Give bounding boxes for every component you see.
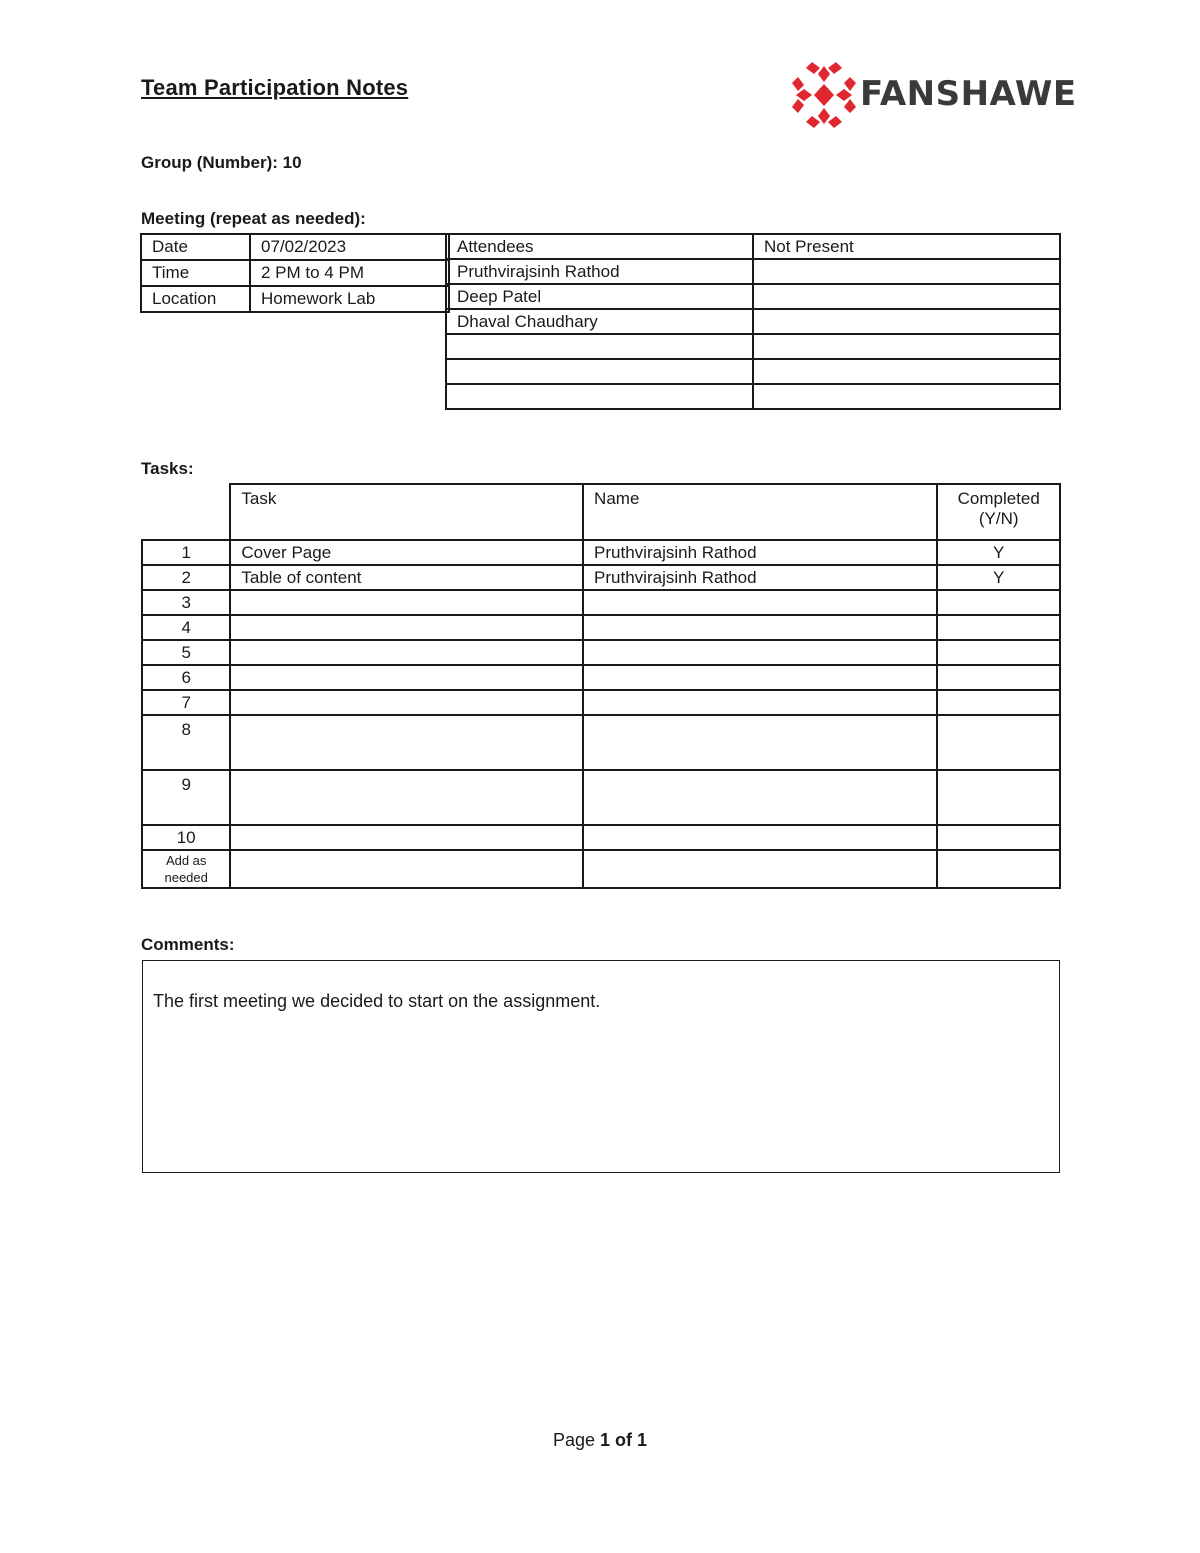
task-cell	[230, 715, 583, 770]
tasks-table	[141, 483, 1061, 889]
page-word: Page	[552, 1430, 595, 1450]
attendance-table	[445, 233, 1061, 410]
task-number: 1	[142, 540, 230, 565]
attendee-cell	[446, 334, 753, 359]
task-name-cell	[583, 590, 937, 615]
task-name-cell	[583, 640, 937, 665]
task-number: 5	[142, 640, 230, 665]
task-cell	[230, 615, 583, 640]
completed-header-line1: Completed	[957, 489, 1040, 508]
task-completed-cell: Y	[937, 540, 1060, 565]
task-number: 8	[142, 715, 230, 770]
table-row	[142, 640, 1060, 665]
attendee-cell: Pruthvirajsinh Rathod	[446, 259, 753, 284]
date-label: Date	[141, 234, 250, 260]
add-row-label	[142, 850, 230, 888]
task-name-cell	[583, 690, 937, 715]
attendee-cell	[446, 359, 753, 384]
time-value: 2 PM to 4 PM	[250, 260, 449, 286]
task-completed-cell	[937, 615, 1060, 640]
task-cell	[230, 690, 583, 715]
completed-header-line2: (Y/N)	[978, 509, 1019, 528]
comments-label: Comments:	[141, 935, 235, 954]
task-name-cell: Pruthvirajsinh Rathod	[583, 565, 937, 590]
tasks-label: Tasks:	[141, 459, 194, 478]
task-header: Task	[230, 484, 583, 540]
task-number: 6	[142, 665, 230, 690]
fanshawe-logo	[792, 62, 1077, 128]
not-present-cell	[753, 384, 1060, 409]
table-row	[142, 615, 1060, 640]
completed-header	[937, 484, 1060, 540]
task-name-cell	[583, 615, 937, 640]
table-row-add-as-needed	[142, 850, 1060, 888]
not-present-header: Not Present	[753, 234, 1060, 259]
task-completed-cell	[937, 690, 1060, 715]
table-row	[142, 665, 1060, 690]
task-cell	[230, 850, 583, 888]
comments-box	[142, 960, 1060, 1173]
task-number: 10	[142, 825, 230, 850]
task-name-cell	[583, 665, 937, 690]
table-row	[142, 770, 1060, 825]
task-completed-cell	[937, 665, 1060, 690]
not-present-cell	[753, 309, 1060, 334]
task-cell	[230, 590, 583, 615]
task-cell	[230, 665, 583, 690]
task-completed-cell	[937, 590, 1060, 615]
table-row	[142, 690, 1060, 715]
task-name-cell	[583, 715, 937, 770]
attendee-cell: Deep Patel	[446, 284, 753, 309]
name-header: Name	[583, 484, 937, 540]
not-present-cell	[753, 359, 1060, 384]
task-cell: Cover Page	[230, 540, 583, 565]
not-present-cell	[753, 259, 1060, 284]
add-row-line1: Add as	[165, 853, 207, 868]
table-row	[142, 715, 1060, 770]
task-completed-cell: Y	[937, 565, 1060, 590]
task-number: 2	[142, 565, 230, 590]
task-completed-cell	[937, 850, 1060, 888]
group-label: Group (Number):	[141, 153, 278, 172]
meeting-info-table	[140, 233, 450, 313]
task-name-cell	[583, 770, 937, 825]
task-name-cell	[583, 825, 937, 850]
attendee-cell: Dhaval Chaudhary	[446, 309, 753, 334]
task-number: 9	[142, 770, 230, 825]
fanshawe-logo-mark-icon	[792, 62, 856, 128]
table-row	[142, 825, 1060, 850]
task-completed-cell	[937, 770, 1060, 825]
task-name-cell	[583, 850, 937, 888]
not-present-cell	[753, 284, 1060, 309]
page-current: 1	[600, 1430, 611, 1450]
group-number	[141, 153, 302, 173]
meeting-label: Meeting (repeat as needed):	[141, 209, 366, 228]
task-number: 4	[142, 615, 230, 640]
location-value: Homework Lab	[250, 286, 449, 312]
group-value: 10	[282, 153, 302, 172]
comment-text: The first meeting we decided to start on the assignment.	[153, 991, 601, 1011]
not-present-cell	[753, 334, 1060, 359]
add-row-line2: needed	[164, 870, 208, 885]
page-footer	[0, 1430, 1200, 1451]
task-cell: Table of content	[230, 565, 583, 590]
task-cell	[230, 825, 583, 850]
task-completed-cell	[937, 825, 1060, 850]
logo-text: FANSHAWE	[860, 74, 1077, 114]
table-row	[142, 540, 1060, 565]
task-completed-cell	[937, 715, 1060, 770]
attendees-header: Attendees	[446, 234, 753, 259]
task-number: 3	[142, 590, 230, 615]
table-row	[142, 565, 1060, 590]
date-value: 07/02/2023	[250, 234, 449, 260]
location-label: Location	[141, 286, 250, 312]
task-number: 7	[142, 690, 230, 715]
task-completed-cell	[937, 640, 1060, 665]
table-row	[142, 590, 1060, 615]
time-label: Time	[141, 260, 250, 286]
page-total: 1	[637, 1430, 648, 1450]
task-cell	[230, 640, 583, 665]
task-cell	[230, 770, 583, 825]
page-of-word: of	[615, 1430, 633, 1450]
task-name-cell: Pruthvirajsinh Rathod	[583, 540, 937, 565]
attendee-cell	[446, 384, 753, 409]
num-header	[142, 484, 230, 540]
page-title: Team Participation Notes	[141, 75, 409, 100]
